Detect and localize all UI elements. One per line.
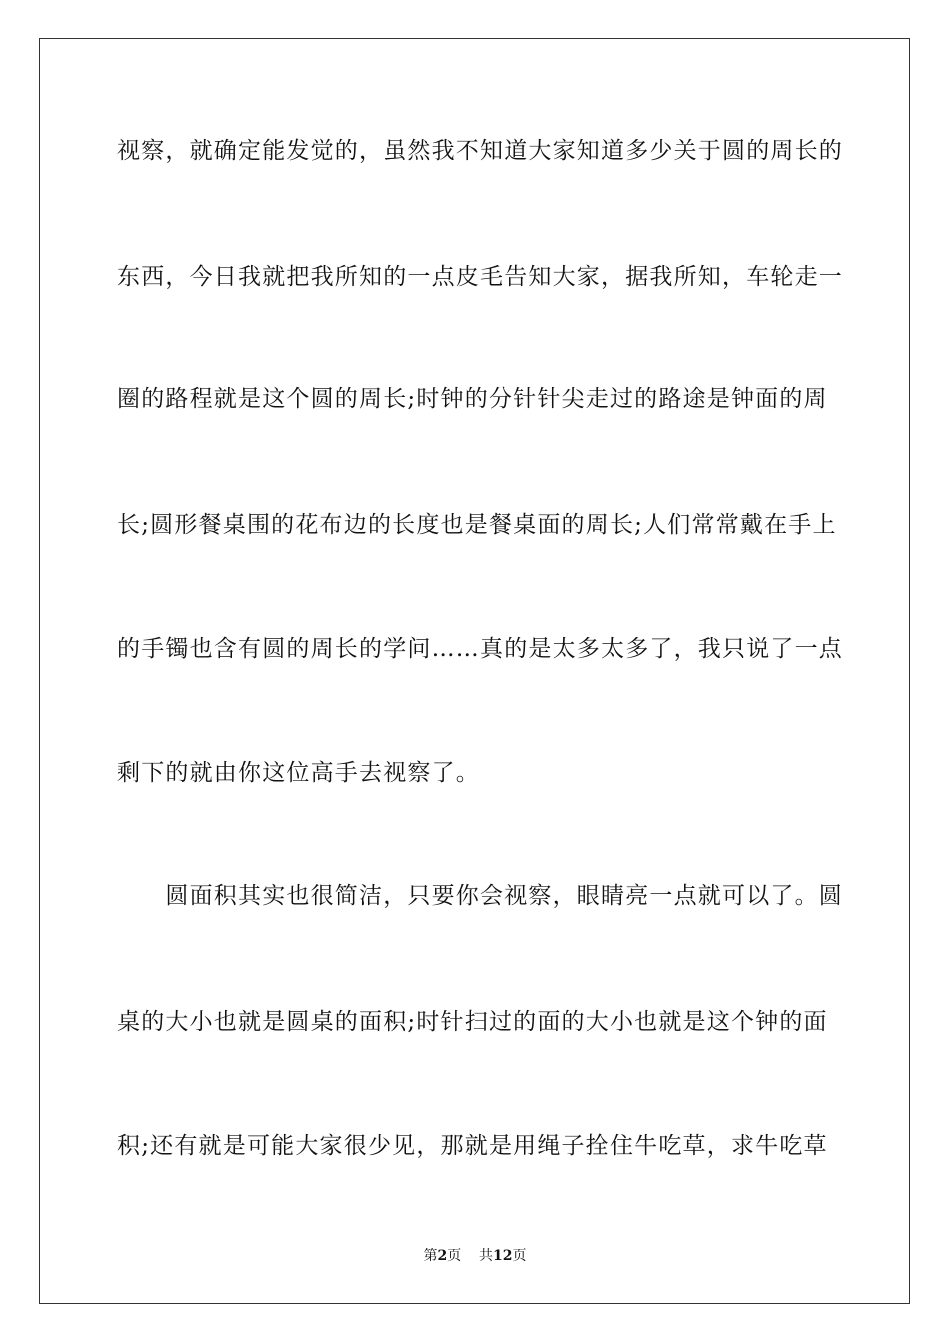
footer-page-suffix: 页 — [447, 1248, 462, 1264]
page-frame — [39, 38, 910, 1304]
footer-total-pages: 12 — [493, 1248, 513, 1264]
footer-prefix: 第 — [423, 1248, 438, 1264]
text-line-3: 圈的路程就是这个圆的周长;时钟的分针针尖走过的路途是钟面的周 — [117, 386, 828, 412]
footer-page-number: 2 — [437, 1248, 448, 1264]
text-line-2: 东西，今日我就把我所知的一点皮毛告知大家，据我所知，车轮走一 — [117, 264, 843, 290]
text-line-7: 圆面积其实也很简洁，只要你会视察，眼睛亮一点就可以了。圆 — [117, 883, 843, 909]
text-line-4: 长;圆形餐桌围的花布边的长度也是餐桌面的周长;人们常常戴在手上 — [117, 512, 837, 538]
text-line-6: 剩下的就由你这位高手去视察了。 — [117, 760, 480, 786]
text-line-1: 视察，就确定能发觉的，虽然我不知道大家知道多少关于圆的周长的 — [117, 138, 843, 164]
footer-total-prefix: 共 — [479, 1248, 494, 1264]
footer-total-suffix: 页 — [512, 1248, 527, 1264]
text-line-5: 的手镯也含有圆的周长的学问……真的是太多太多了，我只说了一点 — [117, 636, 843, 662]
text-line-9: 积;还有就是可能大家很少见，那就是用绳子拴住牛吃草，求牛吃草 — [117, 1133, 828, 1159]
page-footer — [0, 1247, 950, 1265]
text-line-8: 桌的大小也就是圆桌的面积;时针扫过的面的大小也就是这个钟的面 — [117, 1009, 828, 1035]
